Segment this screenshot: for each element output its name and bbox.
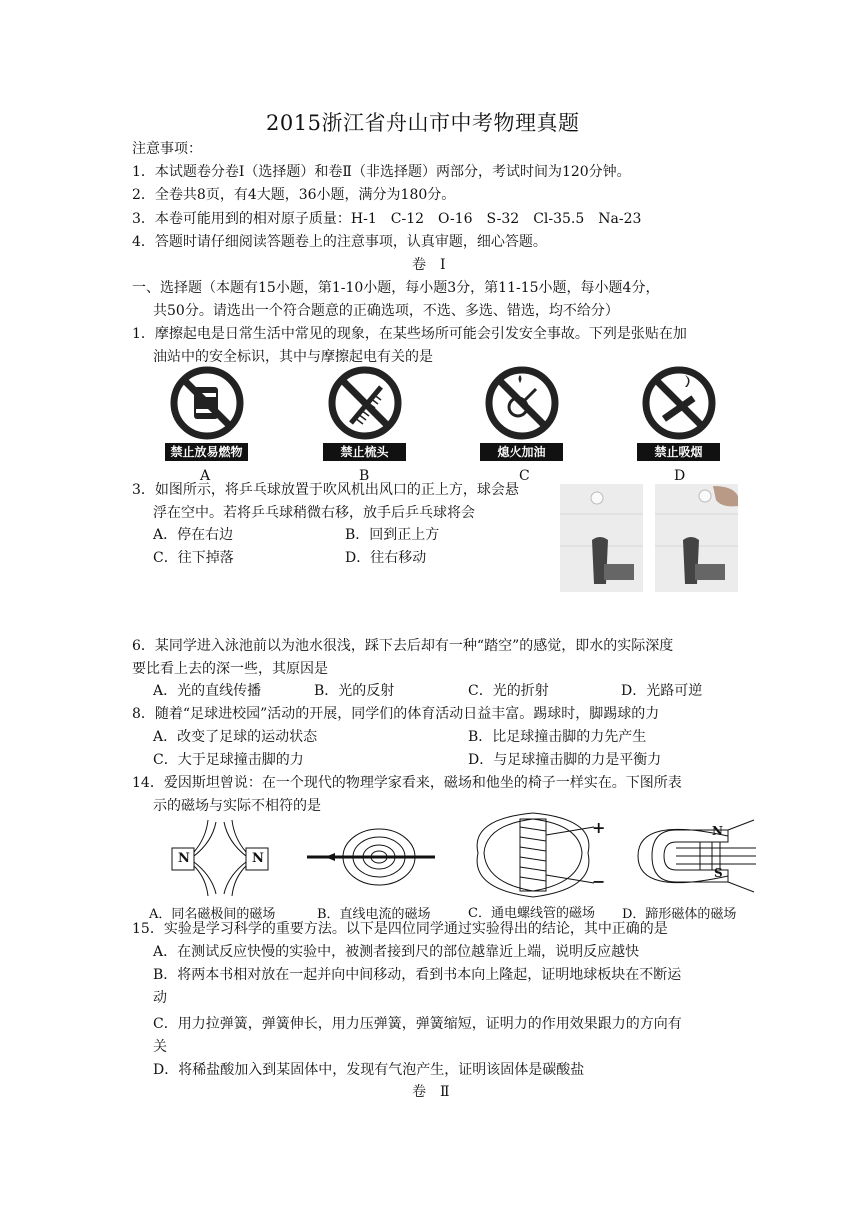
- q14-caption-b: B．直线电流的磁场: [317, 907, 431, 922]
- q14-caption-d: D．蹄形磁体的磁场: [622, 907, 737, 922]
- notes-heading: 注意事项：: [132, 141, 202, 157]
- page-title: 2015浙江省舟山市中考物理真题: [266, 111, 580, 135]
- q3-option-c: C．往下掉落: [153, 550, 234, 566]
- magnetic-field-b: [307, 822, 435, 892]
- sign-b-letter: B: [359, 468, 370, 484]
- section-2-label: 卷 Ⅱ: [412, 1084, 450, 1100]
- q14-caption-c: C．通电螺线管的磁场: [468, 906, 595, 921]
- sign-a: [165, 365, 248, 462]
- magnetic-field-c: [476, 805, 606, 901]
- notes-item-3: 3．本卷可能用到的相对原子质量：H-1 C-12 O-16 S-32 Cl-35.5 Na-23: [132, 211, 642, 227]
- q15-option-b-1: B．将两本书相对放在一起并向中间移动，看到书本向上隆起，证明地球板块在不断运: [153, 967, 682, 983]
- sign-d-caption: 禁止吸烟: [637, 443, 720, 461]
- q15-option-c-1: C．用力拉弹簧，弹簧伸长，用力压弹簧，弹簧缩短，证明力的作用效果跟力的方向有: [153, 1016, 682, 1032]
- magnet-a-pole-right: N: [252, 851, 264, 866]
- q15-option-a: A．在测试反应快慢的实验中，被测者接到尺的部位越靠近上端，说明反应越快: [153, 944, 640, 960]
- q6-option-b: B．光的反射: [314, 683, 395, 699]
- magnet-d-pole-s: S: [714, 866, 723, 880]
- q8-option-a: A．改变了足球的运动状态: [153, 729, 318, 745]
- q8-line-1: 8．随着“足球进校园”活动的开展，同学们的体育活动日益丰富。踢球时，脚踢球的力: [132, 706, 660, 722]
- magnet-d-pole-n: N: [712, 824, 723, 838]
- q8-option-d: D．与足球撞击脚的力是平衡力: [468, 752, 662, 768]
- sign-d-letter: D: [674, 468, 686, 484]
- q6-line-1: 6．某同学进入泳池前以为池水很浅，踩下去后却有一种“踏空”的感觉，即水的实际深度: [132, 638, 674, 654]
- sign-d: [637, 365, 720, 462]
- hairdryer-photo-2: [655, 484, 738, 592]
- sign-c-letter: C: [519, 468, 530, 484]
- hairdryer-photo-1: [560, 484, 643, 592]
- q8-option-b: B．比足球撞击脚的力先产生: [468, 729, 647, 745]
- notes-item-1: 1．本试题卷分卷Ⅰ（选择题）和卷Ⅱ（非选择题）两部分，考试时间为120分钟。: [132, 164, 631, 180]
- sign-a-letter: A: [200, 468, 211, 484]
- battery-positive: +: [592, 818, 606, 837]
- notes-item-2: 2．全卷共8页，有4大题，36小题，满分为180分。: [132, 187, 456, 203]
- flammable-barrel-icon: [165, 365, 248, 441]
- q15-option-d: D．将稀盐酸加入到某固体中，发现有气泡产生，证明该固体是碳酸盐: [153, 1062, 585, 1078]
- cigarette-icon: [637, 365, 720, 441]
- sign-b-caption: 禁止梳头: [323, 443, 406, 461]
- q15-line-1: 15．实验是学习科学的重要方法。以下是四位同学通过实验得出的结论，其中正确的是: [132, 921, 668, 937]
- section-1-heading-1: 一、选择题（本题有15小题，第1-10小题，每小题3分，第11-15小题，每小题4分，: [132, 280, 660, 296]
- q1-line-1: 1．摩擦起电是日常生活中常见的现象，在某些场所可能会引发安全事故。下列是张贴在加: [132, 326, 687, 342]
- q3-option-b: B．回到正上方: [345, 527, 440, 543]
- q8-option-c: C．大于足球撞击脚的力: [153, 752, 304, 768]
- q3-line-1: 3．如图所示，将乒乓球放置于吹风机出风口的正上方，球会悬: [132, 482, 519, 498]
- sign-c-caption: 熄火加油: [480, 443, 563, 461]
- magnetic-field-d: [636, 816, 766, 896]
- hairdryer-hand-icon: [655, 484, 738, 592]
- magnet-a-pole-left: N: [178, 851, 190, 866]
- q3-option-d: D．往右移动: [345, 550, 427, 566]
- q6-option-c: C．光的折射: [468, 683, 549, 699]
- q3-option-a: A．停在右边: [153, 527, 234, 543]
- q14-line-1: 14．爱因斯坦曾说：在一个现代的物理学家看来，磁场和他坐的椅子一样实在。下图所表: [132, 775, 682, 791]
- q14-line-2: 示的磁场与实际不相符的是: [153, 798, 321, 814]
- sign-a-caption: 禁止放易燃物: [165, 443, 248, 461]
- section-1-heading-2: 共50分。请选出一个符合题意的正确选项，不选、多选、错选，均不给分）: [153, 303, 619, 319]
- q15-option-c-2: 关: [153, 1039, 167, 1055]
- sign-b: [323, 365, 406, 462]
- hairdryer-ball-icon: [560, 484, 643, 592]
- q1-line-2: 油站中的安全标识，其中与摩擦起电有关的是: [153, 349, 433, 365]
- sign-c: [480, 365, 563, 462]
- q15-option-b-2: 动: [153, 990, 167, 1006]
- q14-caption-a: A．同名磁极间的磁场: [149, 907, 276, 922]
- battery-negative: −: [592, 872, 606, 891]
- q6-line-2: 要比看上去的深一些，其原因是: [132, 661, 328, 677]
- q6-option-d: D．光路可逆: [621, 683, 703, 699]
- comb-icon: [323, 365, 406, 441]
- q3-line-2: 浮在空中。若将乒乓球稍微右移，放手后乒乓球将会: [153, 505, 475, 521]
- notes-item-4: 4．答题时请仔细阅读答题卷上的注意事项，认真审题，细心答题。: [132, 234, 547, 250]
- q6-option-a: A．光的直线传播: [153, 683, 262, 699]
- section-1-label: 卷 Ⅰ: [412, 257, 446, 273]
- key-ignition-icon: [480, 365, 563, 441]
